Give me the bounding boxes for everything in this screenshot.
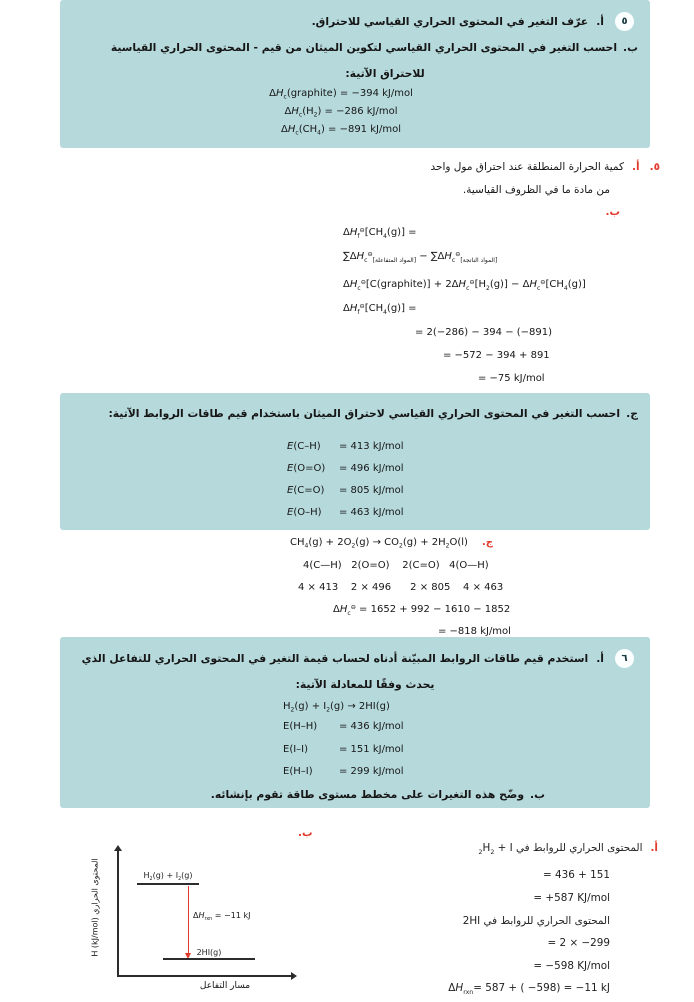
question6-number-badge [615, 649, 634, 668]
answer5-part-a-line2: من مادة ما في الظروف القياسية. [462, 184, 610, 196]
bond-formula: E(C–H) [287, 441, 321, 452]
answer6-line1 [380, 837, 658, 864]
question6-part-a-cont: يحدث وفقًا للمعادلة الآتية: [295, 678, 435, 691]
upper-energy-level: $H_2(g) + I_2(g)$ [137, 871, 199, 885]
y-axis-arrow-icon [114, 845, 122, 851]
x-axis-arrow-icon [291, 972, 297, 980]
enthalpy-value-graphite: $\Delta H_c(graphite) = -394$ kJ/mol [269, 88, 413, 101]
enthalpy-value-ch4: $\Delta H_c(CH_4) = -891$ kJ/mol [281, 124, 401, 137]
answer6-text1: المحتوى الحراري للروابط في $H_2 + I_2$ [478, 842, 643, 856]
answer6-line7: $\Delta H_{rxn}= 587$ + ( −598) = −11 kJ [448, 982, 610, 997]
answer-c-equation [290, 537, 493, 550]
enthalpy-change-label: $\Delta H_{rxn} = -11$ kJ [193, 911, 251, 923]
answer5-formula-2: $\sum\Delta H_c^⊖_{[المواد المتفاعلة]} - \sum\Delta H_c^⊖_{[المواد الناتجة]}$ [343, 251, 498, 264]
answer5-formula-1: $\Delta H_f^⊖[CH_4(g)]$ = [343, 227, 417, 240]
bond-value: = 436 kJ/mol [339, 721, 404, 732]
question-c-box [60, 393, 650, 530]
bond-formula: E(I–I) [283, 744, 309, 755]
answer-c-label: ج. [481, 537, 493, 548]
question6-box [60, 637, 650, 808]
answer-c-sum: $\Delta H_c^⊖ = 1652 + 992 - 1610 - 1852$ [333, 604, 511, 617]
answer5-number: ٥. [649, 161, 660, 173]
part-a-text: عرّف التغير في المحتوى الحراري القياسي للاحتراق. [311, 15, 589, 28]
answer6-line3: = +587 KJ/mol [533, 891, 610, 904]
part-c-label: ج. [626, 407, 638, 420]
bond-value: = 805 kJ/mol [339, 485, 404, 496]
question5-number-badge [615, 12, 634, 31]
bond-formula: E(H–I) [283, 766, 313, 777]
answer6-block [380, 837, 658, 1002]
answer6-b-label: ب. [298, 827, 313, 839]
answer6-line2: = 436 + 151 [543, 869, 610, 882]
bond-formula: E(H–H) [283, 721, 318, 732]
question5-part-b [111, 40, 638, 55]
part-b-text: احسب التغير في المحتوى الحراري القياسي لتكوين الميثان من قيم - المحتوى الحراري القياسية [110, 41, 618, 54]
bond-formula: E(O–H) [287, 507, 322, 518]
part-b-label: ب. [530, 788, 545, 801]
part-c-text: احسب التغير في المحتوى الحراري القياسي لاحتراق الميثان باستخدام قيم طاقات الروابط الآتية: [108, 407, 621, 420]
enthalpy-arrow [188, 886, 189, 956]
question6-part-b [211, 787, 545, 802]
bond-value: = 151 kJ/mol [339, 744, 404, 755]
answer5-part-a-line1 [430, 161, 660, 173]
combustion-equation: $CH_4(g) + 2O_2(g) \to CO_2(g) + 2H_2O(l)$ [290, 537, 468, 550]
y-axis-label: المحتوى الحراري H (kJ/mol) [90, 858, 100, 957]
answer6-line4: المحتوى الحراري للروابط في 2HI [462, 914, 610, 927]
question5-part-a [312, 14, 604, 29]
part-a-text: استخدم قيم طاقات الروابط المبيّنة أدناه لحساب قيمة التغير في المحتوى الحراري للتفاعل الذي [81, 652, 589, 665]
question5-box [60, 0, 650, 148]
bond-value: = 413 kJ/mol [339, 441, 404, 452]
bond-value: = 463 kJ/mol [339, 507, 404, 518]
answer-c-bonds: 4(C—H) 2(O=O) 2(C=O) 4(O—H) [303, 560, 489, 571]
x-axis-label: مسار التفاعل [199, 981, 251, 991]
answer5-b-label: ب. [605, 206, 620, 218]
answer5-a-text1: كمية الحرارة المنطلقة عند احتراق مول واحد [430, 161, 624, 173]
bond-energy-row [287, 507, 404, 518]
answer-c-result: = −818 kJ/mol [438, 626, 511, 637]
part-a-label: أ. [596, 652, 604, 665]
answer5-formula-4: $\Delta H_f^⊖[CH_4(g)]$ = [343, 303, 417, 316]
question-c-header [108, 406, 638, 421]
y-axis [117, 851, 119, 975]
bond-energy-row [283, 721, 404, 732]
answer5-formula-6: = −572 − 394 + 891 [443, 350, 550, 361]
question6-number: ٦ [621, 653, 628, 664]
answer5-formula-7: = −75 kJ/mol [478, 373, 545, 384]
bond-energy-row [287, 485, 404, 496]
answer-c-products: 4 × 413 2 × 496 2 × 805 4 × 463 [298, 582, 504, 593]
bond-value: = 299 kJ/mol [339, 766, 404, 777]
enthalpy-value-h2: $\Delta H_c(H_2) = -286$ kJ/mol [284, 106, 398, 119]
energy-diagram [70, 835, 310, 1002]
part-b-text: وضّح هذه التغيرات على مخطط مستوى طاقة تقوم بإنشائه. [210, 788, 525, 801]
bond-energy-row [283, 766, 404, 777]
question5-number: ٥ [621, 16, 628, 27]
question5-part-b-cont: للاحتراق الآتية: [345, 67, 425, 80]
part-a-label: أ. [596, 15, 604, 28]
reaction-equation: $H_2(g) + I_2(g) \to 2HI(g)$ [283, 701, 390, 714]
answer5-formula-3: $\Delta H_c^⊖[C(graphite)] + 2\Delta H_c^⊖[H_2(g)] - \Delta H_c^⊖[CH_4(g)]$ [343, 279, 586, 292]
bond-formula: E(C=O) [287, 485, 325, 496]
answer6-a-label: أ. [650, 842, 658, 854]
bond-value: = 496 kJ/mol [339, 463, 404, 474]
bond-energy-row [287, 441, 404, 452]
bond-energy-row [283, 744, 404, 755]
bond-formula: E(O=O) [287, 463, 326, 474]
x-axis [117, 975, 293, 977]
bond-energy-row [287, 463, 404, 474]
part-b-label: ب. [623, 41, 638, 54]
lower-energy-level: 2HI(g) [163, 948, 255, 960]
answer5-formula-5: = 2(−286) − 394 − (−891) [415, 327, 553, 338]
question6-part-a [82, 651, 604, 666]
answer6-line5: = 2 × −299 [547, 937, 610, 950]
answer6-line6: = −598 KJ/mol [533, 959, 610, 972]
answer5-a-label: أ. [631, 161, 640, 173]
